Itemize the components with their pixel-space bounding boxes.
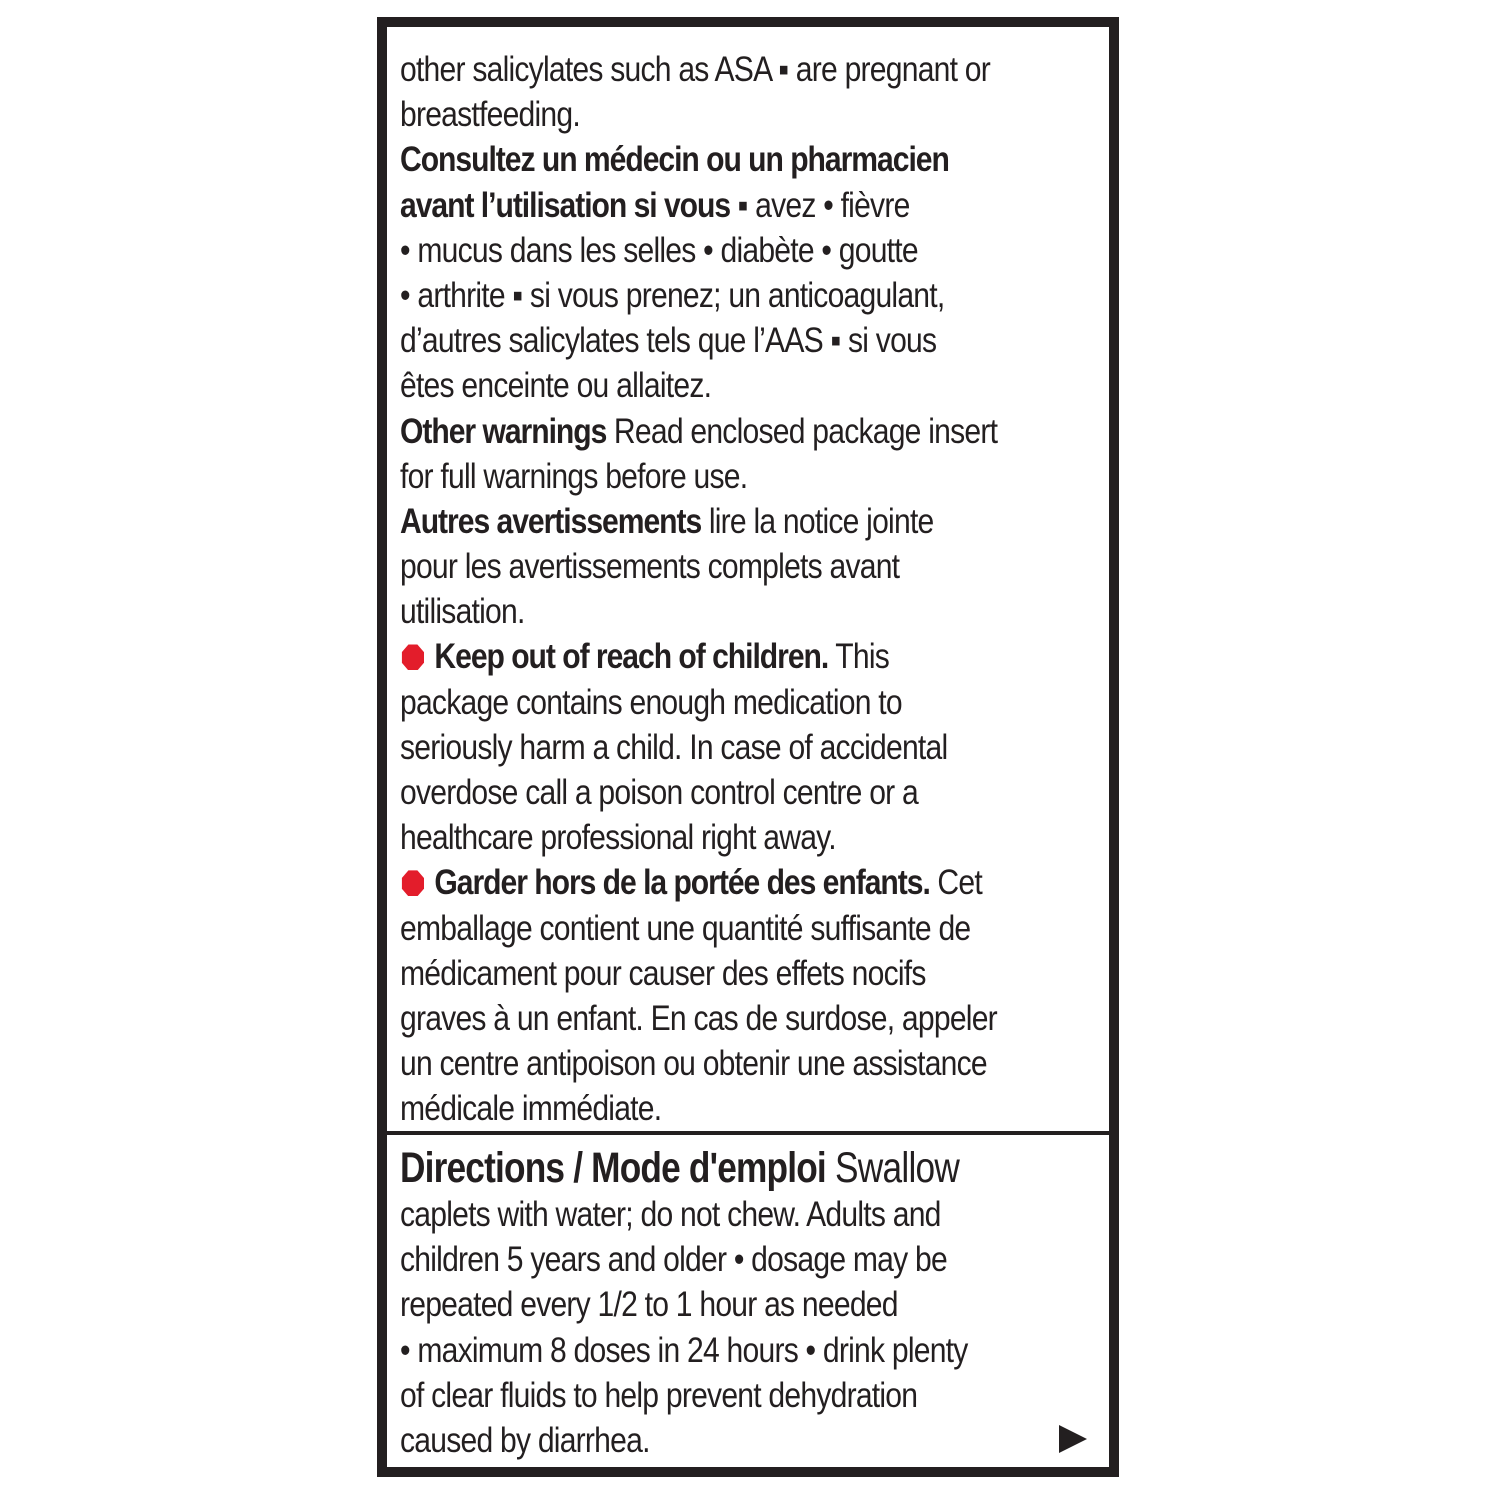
warnings-line [400,770,1003,815]
warnings-text: overdose call a poison control centre or a [400,773,918,812]
directions-text: • maximum 8 doses in 24 hours • drink plenty [400,1330,968,1370]
warnings-text: pour les avertissements complets avant [400,547,900,587]
warnings-line [400,318,1003,363]
warnings-text: un centre antipoison ou obtenir une assistance [400,1044,987,1084]
warnings-line [400,996,1003,1041]
warnings-line [400,951,1003,996]
directions-line [400,1282,1003,1327]
warnings-text: d’autres salicylates tels que l’AAS ▪ si vous [400,321,937,361]
directions-text: of clear fluids to help prevent dehydration [400,1375,918,1415]
warnings-line [400,183,1003,228]
directions-text: children 5 years and older • dosage may be [400,1240,947,1280]
warnings-text: Cet [929,863,982,903]
directions-text: repeated every 1/2 to 1 hour as needed [400,1285,898,1325]
warnings-text: other salicylates such as ASA ▪ are pregnant or [400,50,991,89]
directions-text: caused by diarrhea. [400,1420,650,1460]
warnings-line [400,680,1003,725]
warnings-line [400,1041,1003,1086]
warnings-text: for full warnings before use. [400,456,748,496]
warnings-line [400,47,1003,92]
warnings-text: êtes enceinte ou allaitez. [400,366,712,406]
warnings-bold-text: Other warnings [400,411,607,451]
directions-text [400,1192,1101,1463]
directions-line [400,1328,1003,1373]
warnings-text: utilisation. [400,592,525,632]
warnings-line [400,228,1003,273]
warnings-text: healthcare professional right away. [400,818,836,858]
warnings-text: • arthrite ▪ si vous prenez; un anticoagulant, [400,275,945,315]
warnings-text [400,47,1101,1132]
warnings-line [400,544,1003,589]
warnings-line [400,499,1003,544]
warnings-text: médicale immédiate. [400,1089,662,1129]
warnings-line [400,860,1003,905]
warnings-text: ▪ avez • fièvre [730,185,910,225]
directions-line [400,1418,1003,1463]
warnings-text: lire la notice jointe [701,501,934,541]
warnings-text: seriously harm a child. In case of accidental [400,727,948,767]
warnings-line [400,273,1003,318]
warnings-line [400,634,1003,679]
warnings-line [400,906,1003,951]
stop-sign-icon [402,644,424,670]
warnings-bold-text: Garder hors de la portée des enfants. [434,863,930,903]
warnings-text: This [828,637,890,677]
warnings-text: médicament pour causer des effets nocifs [400,953,926,993]
warnings-line [400,409,1003,454]
drug-facts-label [377,17,1119,1477]
warnings-text: emballage contient une quantité suffisante de [400,908,971,948]
warnings-text: • mucus dans les selles • diabète • goutte [400,230,918,270]
directions-text: caplets with water; do not chew. Adults and [400,1195,941,1234]
warnings-bold-text: Consultez un médecin ou un pharmacien [400,140,949,180]
directions-heading-line [400,1145,975,1192]
warnings-line [400,589,1003,634]
arrow-right-icon [1059,1425,1087,1453]
warnings-line [400,815,1003,860]
directions-heading: Directions / Mode d'emploi [400,1144,826,1192]
directions-heading-rest: Swallow [825,1144,960,1192]
warnings-line [400,1086,1003,1131]
warnings-line [400,363,1003,408]
directions-line [400,1237,1003,1282]
warnings-line [400,454,1003,499]
stop-sign-icon [402,870,424,896]
warnings-line [400,725,1003,770]
warnings-bold-text: avant l’utilisation si vous [400,185,731,225]
warnings-line [400,92,1003,137]
warnings-bold-text: Keep out of reach of children. [434,637,829,677]
warnings-bold-text: Autres avertissements [400,501,702,541]
directions-section [387,1135,1109,1467]
directions-line [400,1373,1003,1418]
warnings-text: graves à un enfant. En cas de surdose, appeler [400,998,997,1038]
directions-line [400,1192,1003,1237]
warnings-text: breastfeeding. [400,95,580,135]
warnings-text: Read enclosed package insert [606,411,998,451]
warnings-text: package contains enough medication to [400,682,902,722]
warnings-section [387,27,1109,1131]
warnings-line [400,137,1003,182]
